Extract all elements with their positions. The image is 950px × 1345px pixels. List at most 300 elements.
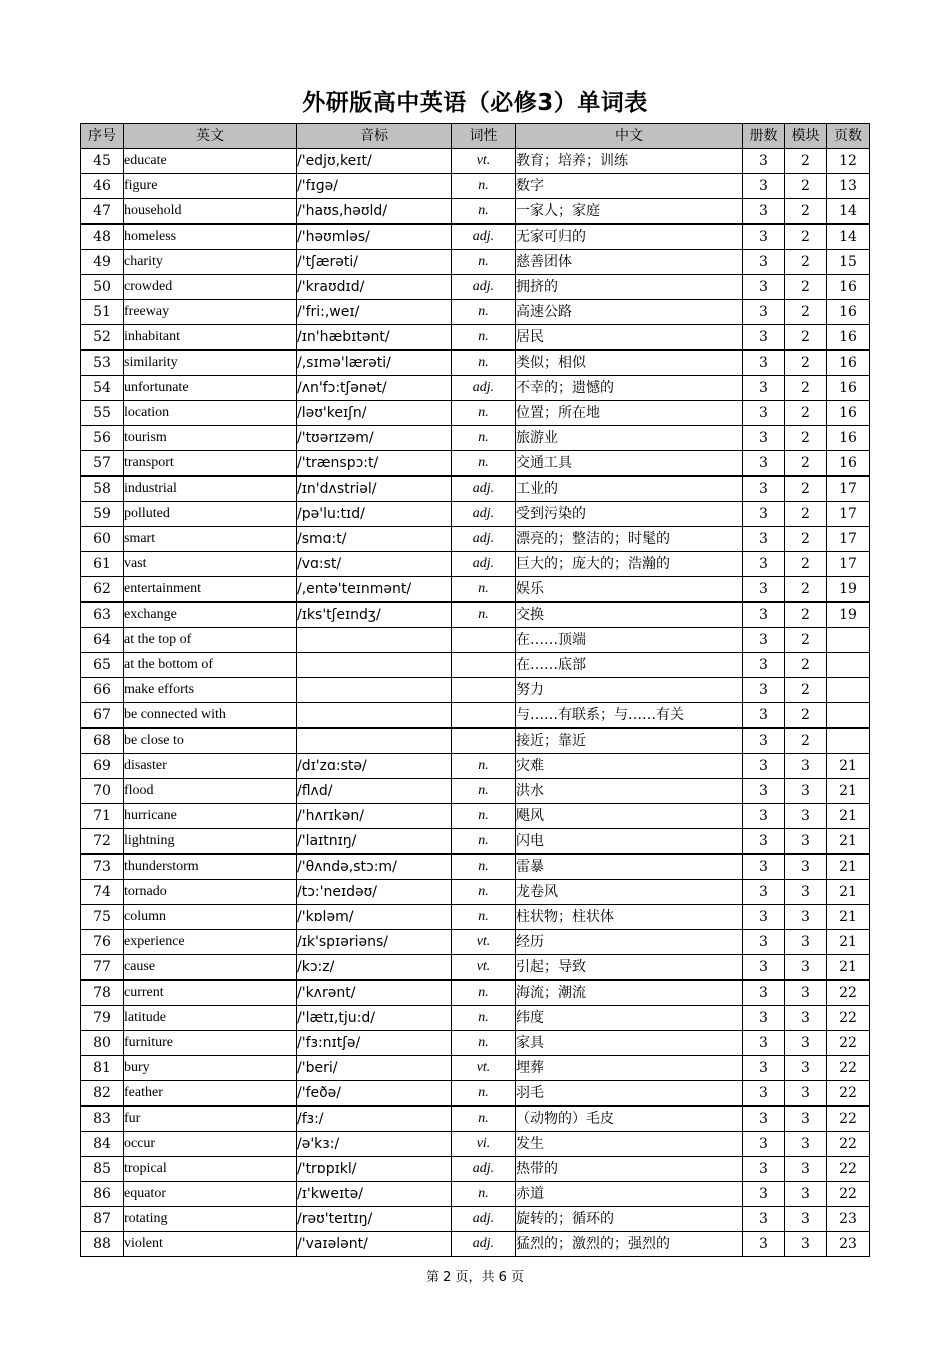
cell-english: violent: [124, 1232, 297, 1257]
cell-chinese: 教育；培养；训练: [516, 149, 743, 174]
cell-module: 2: [785, 325, 827, 351]
cell-number: 66: [81, 678, 124, 703]
cell-book: 3: [743, 1106, 785, 1132]
cell-book: 3: [743, 426, 785, 451]
table-row: [81, 502, 870, 527]
cell-page: [827, 703, 870, 729]
header-phonetic: 音标: [297, 124, 452, 149]
cell-module: 2: [785, 653, 827, 678]
cell-part-of-speech: adj.: [452, 275, 516, 300]
cell-number: 64: [81, 628, 124, 653]
table-row: [81, 930, 870, 955]
cell-chinese: 海流；潮流: [516, 980, 743, 1006]
cell-chinese: 灾难: [516, 754, 743, 779]
cell-page: 22: [827, 1031, 870, 1056]
cell-book: 3: [743, 854, 785, 880]
table-row: [81, 1056, 870, 1081]
cell-page: [827, 653, 870, 678]
cell-module: 3: [785, 1207, 827, 1232]
cell-module: 3: [785, 1006, 827, 1031]
cell-english: at the bottom of: [124, 653, 297, 678]
cell-english: unfortunate: [124, 376, 297, 401]
cell-book: 3: [743, 678, 785, 703]
cell-chinese: 闪电: [516, 829, 743, 855]
cell-number: 87: [81, 1207, 124, 1232]
cell-book: 3: [743, 602, 785, 628]
cell-part-of-speech: n.: [452, 1006, 516, 1031]
cell-book: 3: [743, 250, 785, 275]
cell-number: 70: [81, 779, 124, 804]
cell-book: 3: [743, 653, 785, 678]
table-row: [81, 401, 870, 426]
cell-number: 80: [81, 1031, 124, 1056]
cell-phonetic: /'kʌrənt/: [297, 980, 452, 1006]
cell-number: 62: [81, 577, 124, 603]
cell-english: exchange: [124, 602, 297, 628]
cell-number: 61: [81, 552, 124, 577]
cell-english: household: [124, 199, 297, 225]
cell-page: 23: [827, 1207, 870, 1232]
cell-phonetic: /smɑ:t/: [297, 527, 452, 552]
cell-book: 3: [743, 728, 785, 754]
cell-phonetic: /'fri:,weɪ/: [297, 300, 452, 325]
cell-english: tornado: [124, 880, 297, 905]
cell-part-of-speech: n.: [452, 1031, 516, 1056]
cell-book: 3: [743, 779, 785, 804]
cell-book: 3: [743, 754, 785, 779]
cell-number: 77: [81, 955, 124, 981]
cell-phonetic: /fɜ:/: [297, 1106, 452, 1132]
cell-part-of-speech: [452, 678, 516, 703]
cell-part-of-speech: [452, 653, 516, 678]
cell-number: 85: [81, 1157, 124, 1182]
cell-part-of-speech: n.: [452, 174, 516, 199]
cell-book: 3: [743, 930, 785, 955]
cell-number: 83: [81, 1106, 124, 1132]
cell-page: 14: [827, 199, 870, 225]
cell-part-of-speech: n.: [452, 300, 516, 325]
table-row: [81, 300, 870, 325]
cell-english: lightning: [124, 829, 297, 855]
cell-book: 3: [743, 1081, 785, 1107]
cell-page: 21: [827, 829, 870, 855]
cell-chinese: 无家可归的: [516, 224, 743, 250]
table-row: [81, 1207, 870, 1232]
cell-number: 81: [81, 1056, 124, 1081]
cell-phonetic: /'trɒpɪkl/: [297, 1157, 452, 1182]
cell-phonetic: /'θʌndə,stɔ:m/: [297, 854, 452, 880]
cell-book: 3: [743, 502, 785, 527]
cell-english: polluted: [124, 502, 297, 527]
cell-phonetic: /ləʊ'keɪʃn/: [297, 401, 452, 426]
cell-phonetic: /'vaɪələnt/: [297, 1232, 452, 1257]
table-header: [81, 124, 870, 149]
cell-number: 71: [81, 804, 124, 829]
cell-part-of-speech: [452, 728, 516, 754]
cell-page: 16: [827, 325, 870, 351]
cell-module: 3: [785, 880, 827, 905]
cell-module: 2: [785, 376, 827, 401]
header-chinese: 中文: [516, 124, 743, 149]
cell-english: inhabitant: [124, 325, 297, 351]
cell-part-of-speech: n.: [452, 199, 516, 225]
cell-page: 21: [827, 905, 870, 930]
cell-number: 75: [81, 905, 124, 930]
table-row: [81, 476, 870, 502]
cell-module: 2: [785, 350, 827, 376]
cell-page: 16: [827, 350, 870, 376]
cell-module: 3: [785, 1132, 827, 1157]
cell-part-of-speech: n.: [452, 804, 516, 829]
cell-english: rotating: [124, 1207, 297, 1232]
cell-chinese: 飓风: [516, 804, 743, 829]
cell-book: 3: [743, 325, 785, 351]
cell-chinese: 柱状物；柱状体: [516, 905, 743, 930]
header-part-of-speech: 词性: [452, 124, 516, 149]
cell-page: [827, 678, 870, 703]
cell-module: 3: [785, 930, 827, 955]
cell-phonetic: /,entə'teɪnmənt/: [297, 577, 452, 603]
table-row: [81, 754, 870, 779]
cell-page: 21: [827, 880, 870, 905]
cell-part-of-speech: adj.: [452, 527, 516, 552]
cell-chinese: 位置；所在地: [516, 401, 743, 426]
table-row: [81, 1006, 870, 1031]
cell-phonetic: /'haʊs,həʊld/: [297, 199, 452, 225]
cell-phonetic: /ʌn'fɔ:tʃənət/: [297, 376, 452, 401]
cell-phonetic: /'edjʊ,keɪt/: [297, 149, 452, 174]
cell-module: 2: [785, 401, 827, 426]
table-row: [81, 1106, 870, 1132]
table-row: [81, 980, 870, 1006]
table-row: [81, 250, 870, 275]
cell-number: 47: [81, 199, 124, 225]
cell-chinese: 数字: [516, 174, 743, 199]
cell-part-of-speech: vt.: [452, 149, 516, 174]
cell-part-of-speech: vt.: [452, 930, 516, 955]
cell-book: 3: [743, 451, 785, 477]
cell-english: flood: [124, 779, 297, 804]
cell-part-of-speech: n.: [452, 250, 516, 275]
cell-page: 22: [827, 1182, 870, 1207]
cell-chinese: 与……有联系；与……有关: [516, 703, 743, 729]
cell-module: 3: [785, 829, 827, 855]
cell-page: [827, 628, 870, 653]
cell-english: bury: [124, 1056, 297, 1081]
cell-page: 21: [827, 804, 870, 829]
cell-page: 23: [827, 1232, 870, 1257]
cell-book: 3: [743, 1006, 785, 1031]
cell-english: industrial: [124, 476, 297, 502]
vocabulary-table: [80, 123, 870, 1257]
cell-module: 3: [785, 1056, 827, 1081]
cell-book: 3: [743, 703, 785, 729]
cell-phonetic: /'hʌrɪkən/: [297, 804, 452, 829]
table-row: [81, 275, 870, 300]
header-book: 册数: [743, 124, 785, 149]
cell-part-of-speech: n.: [452, 401, 516, 426]
cell-number: 73: [81, 854, 124, 880]
cell-number: 55: [81, 401, 124, 426]
cell-part-of-speech: n.: [452, 451, 516, 477]
cell-book: 3: [743, 829, 785, 855]
page-footer: 第 2 页，共 6 页: [425, 1270, 525, 1285]
cell-module: 3: [785, 1031, 827, 1056]
table-row: [81, 905, 870, 930]
cell-part-of-speech: n.: [452, 350, 516, 376]
cell-module: 2: [785, 577, 827, 603]
table-row: [81, 149, 870, 174]
cell-part-of-speech: n.: [452, 829, 516, 855]
cell-phonetic: /flʌd/: [297, 779, 452, 804]
cell-part-of-speech: n.: [452, 905, 516, 930]
table-row: [81, 1031, 870, 1056]
cell-book: 3: [743, 224, 785, 250]
cell-part-of-speech: [452, 703, 516, 729]
cell-english: be connected with: [124, 703, 297, 729]
cell-phonetic: /'trænspɔ:t/: [297, 451, 452, 477]
cell-module: 2: [785, 476, 827, 502]
cell-chinese: 羽毛: [516, 1081, 743, 1107]
cell-chinese: 交通工具: [516, 451, 743, 477]
cell-module: 2: [785, 451, 827, 477]
cell-page: 19: [827, 602, 870, 628]
table-row: [81, 880, 870, 905]
cell-chinese: 不幸的；遗憾的: [516, 376, 743, 401]
cell-english: educate: [124, 149, 297, 174]
cell-book: 3: [743, 376, 785, 401]
cell-book: 3: [743, 174, 785, 199]
cell-module: 2: [785, 174, 827, 199]
cell-number: 49: [81, 250, 124, 275]
cell-page: 22: [827, 1157, 870, 1182]
cell-chinese: 一家人；家庭: [516, 199, 743, 225]
cell-english: similarity: [124, 350, 297, 376]
cell-module: 2: [785, 602, 827, 628]
cell-number: 79: [81, 1006, 124, 1031]
cell-part-of-speech: n.: [452, 577, 516, 603]
cell-chinese: 发生: [516, 1132, 743, 1157]
page-title: 外研版高中英语（必修3）单词表: [302, 90, 648, 116]
cell-phonetic: /'fɪɡə/: [297, 174, 452, 199]
table-row: [81, 174, 870, 199]
table-row: [81, 552, 870, 577]
cell-phonetic: /'tʊərɪzəm/: [297, 426, 452, 451]
cell-page: 22: [827, 1132, 870, 1157]
cell-page: 22: [827, 1006, 870, 1031]
cell-part-of-speech: vt.: [452, 955, 516, 981]
cell-phonetic: /'kraʊdɪd/: [297, 275, 452, 300]
cell-module: 2: [785, 703, 827, 729]
cell-phonetic: /vɑ:st/: [297, 552, 452, 577]
cell-module: 3: [785, 779, 827, 804]
cell-number: 51: [81, 300, 124, 325]
cell-english: latitude: [124, 1006, 297, 1031]
cell-english: equator: [124, 1182, 297, 1207]
cell-book: 3: [743, 804, 785, 829]
cell-part-of-speech: n.: [452, 754, 516, 779]
cell-chinese: 慈善团体: [516, 250, 743, 275]
cell-english: entertainment: [124, 577, 297, 603]
cell-chinese: 在……顶端: [516, 628, 743, 653]
cell-module: 3: [785, 905, 827, 930]
cell-phonetic: /'kɒləm/: [297, 905, 452, 930]
table-body: [81, 149, 870, 1257]
table-row: [81, 955, 870, 981]
cell-chinese: 雷暴: [516, 854, 743, 880]
cell-number: 86: [81, 1182, 124, 1207]
cell-phonetic: /'beri/: [297, 1056, 452, 1081]
cell-number: 60: [81, 527, 124, 552]
cell-english: freeway: [124, 300, 297, 325]
cell-part-of-speech: adj.: [452, 1207, 516, 1232]
cell-chinese: 工业的: [516, 476, 743, 502]
cell-phonetic: /pə'lu:tɪd/: [297, 502, 452, 527]
cell-phonetic: /kɔ:z/: [297, 955, 452, 981]
cell-page: 21: [827, 955, 870, 981]
table-row: [81, 376, 870, 401]
header-page: 页数: [827, 124, 870, 149]
cell-part-of-speech: n.: [452, 325, 516, 351]
cell-page: 16: [827, 426, 870, 451]
cell-module: 2: [785, 527, 827, 552]
cell-english: experience: [124, 930, 297, 955]
cell-english: vast: [124, 552, 297, 577]
cell-chinese: （动物的）毛皮: [516, 1106, 743, 1132]
cell-english: tourism: [124, 426, 297, 451]
cell-module: 2: [785, 552, 827, 577]
table-row: [81, 779, 870, 804]
cell-page: 22: [827, 1106, 870, 1132]
cell-number: 84: [81, 1132, 124, 1157]
cell-part-of-speech: adj.: [452, 224, 516, 250]
table-row: [81, 678, 870, 703]
cell-english: fur: [124, 1106, 297, 1132]
cell-phonetic: /,sɪmə'lærəti/: [297, 350, 452, 376]
cell-part-of-speech: n.: [452, 854, 516, 880]
table-row: [81, 1182, 870, 1207]
cell-page: 19: [827, 577, 870, 603]
cell-chinese: 埋葬: [516, 1056, 743, 1081]
cell-book: 3: [743, 476, 785, 502]
cell-chinese: 引起；导致: [516, 955, 743, 981]
header-english: 英文: [124, 124, 297, 149]
cell-part-of-speech: adj.: [452, 552, 516, 577]
cell-part-of-speech: adj.: [452, 1157, 516, 1182]
table-row: [81, 602, 870, 628]
cell-page: 17: [827, 502, 870, 527]
cell-english: feather: [124, 1081, 297, 1107]
cell-chinese: 交换: [516, 602, 743, 628]
cell-page: 21: [827, 754, 870, 779]
cell-part-of-speech: adj.: [452, 1232, 516, 1257]
cell-phonetic: /ɪ'kweɪtə/: [297, 1182, 452, 1207]
cell-chinese: 猛烈的；激烈的；强烈的: [516, 1232, 743, 1257]
table-row: [81, 829, 870, 855]
cell-chinese: 居民: [516, 325, 743, 351]
cell-number: 76: [81, 930, 124, 955]
cell-module: 2: [785, 250, 827, 275]
cell-chinese: 赤道: [516, 1182, 743, 1207]
cell-english: homeless: [124, 224, 297, 250]
cell-chinese: 经历: [516, 930, 743, 955]
cell-chinese: 高速公路: [516, 300, 743, 325]
cell-page: 17: [827, 527, 870, 552]
cell-book: 3: [743, 1056, 785, 1081]
cell-part-of-speech: adj.: [452, 476, 516, 502]
table-row: [81, 527, 870, 552]
table-row: [81, 1157, 870, 1182]
cell-chinese: 家具: [516, 1031, 743, 1056]
cell-part-of-speech: adj.: [452, 502, 516, 527]
cell-number: 72: [81, 829, 124, 855]
cell-phonetic: /dɪ'zɑ:stə/: [297, 754, 452, 779]
table-row: [81, 426, 870, 451]
table-row: [81, 1132, 870, 1157]
table-row: [81, 804, 870, 829]
cell-chinese: 漂亮的；整洁的；时髦的: [516, 527, 743, 552]
cell-module: 2: [785, 149, 827, 174]
cell-part-of-speech: n.: [452, 1081, 516, 1107]
cell-number: 46: [81, 174, 124, 199]
cell-part-of-speech: adj.: [452, 376, 516, 401]
cell-phonetic: [297, 728, 452, 754]
cell-book: 3: [743, 1182, 785, 1207]
cell-book: 3: [743, 980, 785, 1006]
cell-module: 3: [785, 754, 827, 779]
cell-page: 17: [827, 476, 870, 502]
cell-english: disaster: [124, 754, 297, 779]
cell-page: 21: [827, 779, 870, 804]
cell-english: figure: [124, 174, 297, 199]
cell-chinese: 巨大的；庞大的；浩瀚的: [516, 552, 743, 577]
cell-english: charity: [124, 250, 297, 275]
cell-chinese: 洪水: [516, 779, 743, 804]
cell-book: 3: [743, 199, 785, 225]
cell-page: 22: [827, 980, 870, 1006]
table-row: [81, 728, 870, 754]
cell-english: location: [124, 401, 297, 426]
cell-number: 59: [81, 502, 124, 527]
cell-number: 74: [81, 880, 124, 905]
cell-english: column: [124, 905, 297, 930]
cell-number: 57: [81, 451, 124, 477]
cell-number: 68: [81, 728, 124, 754]
cell-module: 2: [785, 300, 827, 325]
cell-module: 3: [785, 955, 827, 981]
cell-english: smart: [124, 527, 297, 552]
table-row: [81, 653, 870, 678]
cell-part-of-speech: n.: [452, 602, 516, 628]
cell-book: 3: [743, 149, 785, 174]
cell-number: 69: [81, 754, 124, 779]
cell-number: 65: [81, 653, 124, 678]
table-row: [81, 451, 870, 477]
cell-phonetic: /ɪn'dʌstriəl/: [297, 476, 452, 502]
cell-chinese: 旅游业: [516, 426, 743, 451]
table-row: [81, 1081, 870, 1107]
cell-english: occur: [124, 1132, 297, 1157]
cell-phonetic: /'həʊmləs/: [297, 224, 452, 250]
cell-page: 16: [827, 451, 870, 477]
cell-book: 3: [743, 350, 785, 376]
cell-phonetic: /ɪks'tʃeɪndʒ/: [297, 602, 452, 628]
cell-chinese: 纬度: [516, 1006, 743, 1031]
cell-english: make efforts: [124, 678, 297, 703]
cell-page: 17: [827, 552, 870, 577]
cell-book: 3: [743, 577, 785, 603]
cell-page: 13: [827, 174, 870, 199]
